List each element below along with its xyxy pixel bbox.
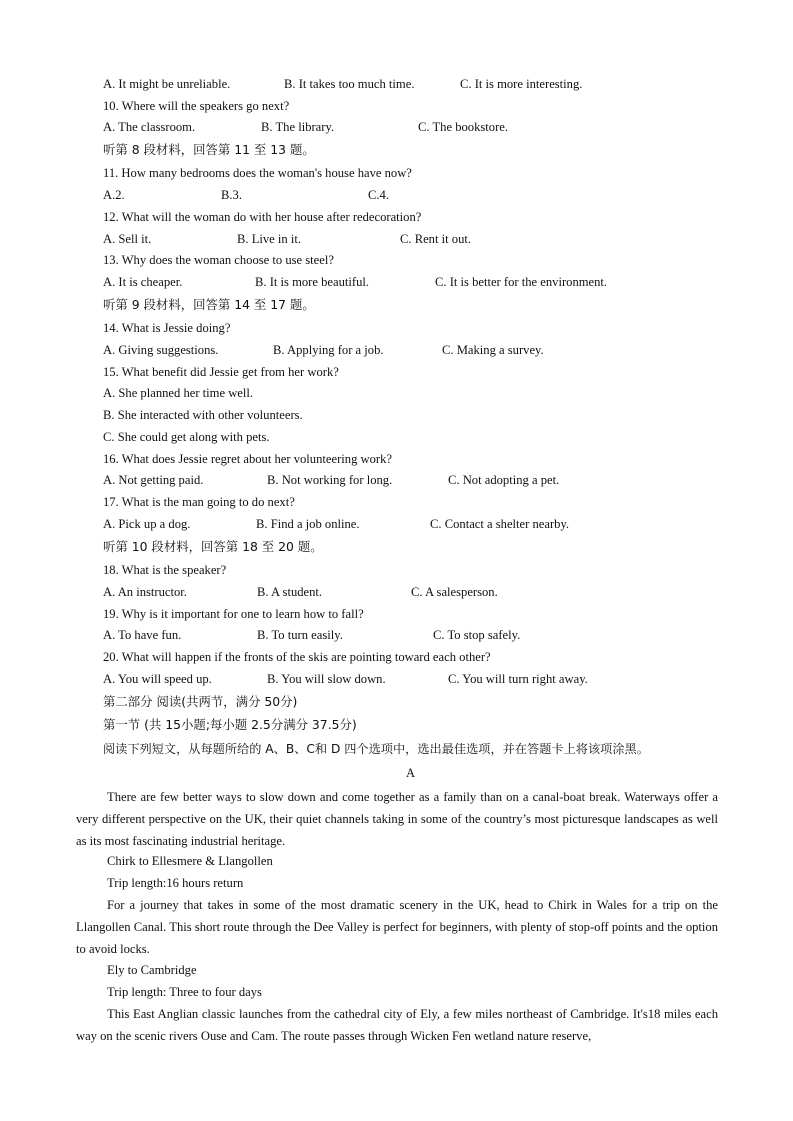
q20-option-b: B. You will slow down. [267,672,386,686]
route-2-text: This East Anglian classic launches from the cathedral city of Ely, a few miles northeast of Cambridge. It's18 miles each way on the scenic rivers Ouse and Cam. The route passes through Wicken Fen wetland nature reserve, [76,1007,718,1043]
q19-question: 19. Why is it important for one to learn how to fall? [103,607,364,621]
part-2-title: 第二部分 阅读(共两节，满分 50分) [103,694,298,709]
q15-question: 15. What benefit did Jessie get from her work? [103,365,339,379]
q15-option-b: B. She interacted with other volunteers. [103,408,303,422]
q18-option-c: C. A salesperson. [411,585,498,599]
q16-question: 16. What does Jessie regret about her volunteering work? [103,452,392,466]
q14-option-c: C. Making a survey. [442,343,544,357]
q17-option-b: B. Find a job online. [256,517,360,531]
q10-option-a: A. The classroom. [103,120,196,134]
q9-option-c: C. It is more interesting. [460,77,583,91]
q14-option-a: A. Giving suggestions. [103,343,219,357]
q17-option-c: C. Contact a shelter nearby. [430,517,570,531]
q19-option-b: B. To turn easily. [257,628,343,642]
q16-option-a: A. Not getting paid. [103,473,204,487]
q10-option-c: C. The bookstore. [418,120,509,134]
q20-option-a: A. You will speed up. [103,672,212,686]
q16-option-c: C. Not adopting a pet. [448,473,560,487]
q15-option-a: A. She planned her time well. [103,386,254,400]
q20-question: 20. What will happen if the fronts of the skis are pointing toward each other? [103,650,491,664]
q18-option-b: B. A student. [257,585,323,599]
q18-option-a: A. An instructor. [103,585,187,599]
q10-question: 10. Where will the speakers go next? [103,99,290,113]
section-10-heading: 听第 10 段材料，回答第 18 至 20 题。 [103,539,323,554]
q11-question: 11. How many bedrooms does the woman's house have now? [103,166,412,180]
q13-question: 13. Why does the woman choose to use steel? [103,253,334,267]
q9-option-a: A. It might be unreliable. [103,77,231,91]
q12-option-b: B. Live in it. [237,232,302,246]
route-2-length: Trip length: Three to four days [107,985,262,999]
q13-option-c: C. It is better for the environment. [435,275,608,289]
q16-option-b: B. Not working for long. [267,473,393,487]
q13-option-b: B. It is more beautiful. [255,275,370,289]
q12-option-c: C. Rent it out. [400,232,472,246]
q13-option-a: A. It is cheaper. [103,275,183,289]
q20-option-c: C. You will turn right away. [448,672,588,686]
q14-option-b: B. Applying for a job. [273,343,384,357]
part-2-section-1-title: 第一节 (共 15小题;每小题 2.5分满分 37.5分) [103,717,357,732]
q17-option-a: A. Pick up a dog. [103,517,191,531]
q19-option-a: A. To have fun. [103,628,182,642]
q18-question: 18. What is the speaker? [103,563,227,577]
q12-option-a: A. Sell it. [103,232,152,246]
q12-question: 12. What will the woman do with her house after redecoration? [103,210,422,224]
q11-option-c: C.4. [368,188,389,202]
passage-letter: A [406,766,416,780]
section-9-heading: 听第 9 段材料，回答第 14 至 17 题。 [103,297,315,312]
passage-intro: There are few better ways to slow down and come together as a family than on a canal-boat break. Waterways offer a very different perspective on the UK, their quiet channels taking in some of the country’s most picturesque landscapes as well as its most fascinating industrial heritage. [76,790,718,848]
route-2-title: Ely to Cambridge [107,963,197,977]
part-2-instruction: 阅读下列短文，从每题所给的 A、B、C和 D 四个选项中，选出最佳选项，并在答题卡上将该项涂黑。 [103,742,649,756]
route-1-title: Chirk to Ellesmere & Llangollen [107,854,273,868]
q11-option-b: B.3. [221,188,242,202]
q14-question: 14. What is Jessie doing? [103,321,231,335]
q17-question: 17. What is the man going to do next? [103,495,295,509]
q11-option-a: A.2. [103,188,125,202]
q19-option-c: C. To stop safely. [433,628,521,642]
q9-option-b: B. It takes too much time. [284,77,415,91]
q10-option-b: B. The library. [261,120,335,134]
section-8-heading: 听第 8 段材料，回答第 11 至 13 题。 [103,142,315,157]
route-1-text: For a journey that takes in some of the most dramatic scenery in the UK, head to Chirk in Wales for a trip on the Llangollen Canal. This short route through the Dee Valley is perfect for beginners, with plenty of stop-off points and the option to avoid locks. [76,898,718,956]
route-1-length: Trip length:16 hours return [107,876,244,890]
q15-option-c: C. She could get along with pets. [103,430,270,444]
